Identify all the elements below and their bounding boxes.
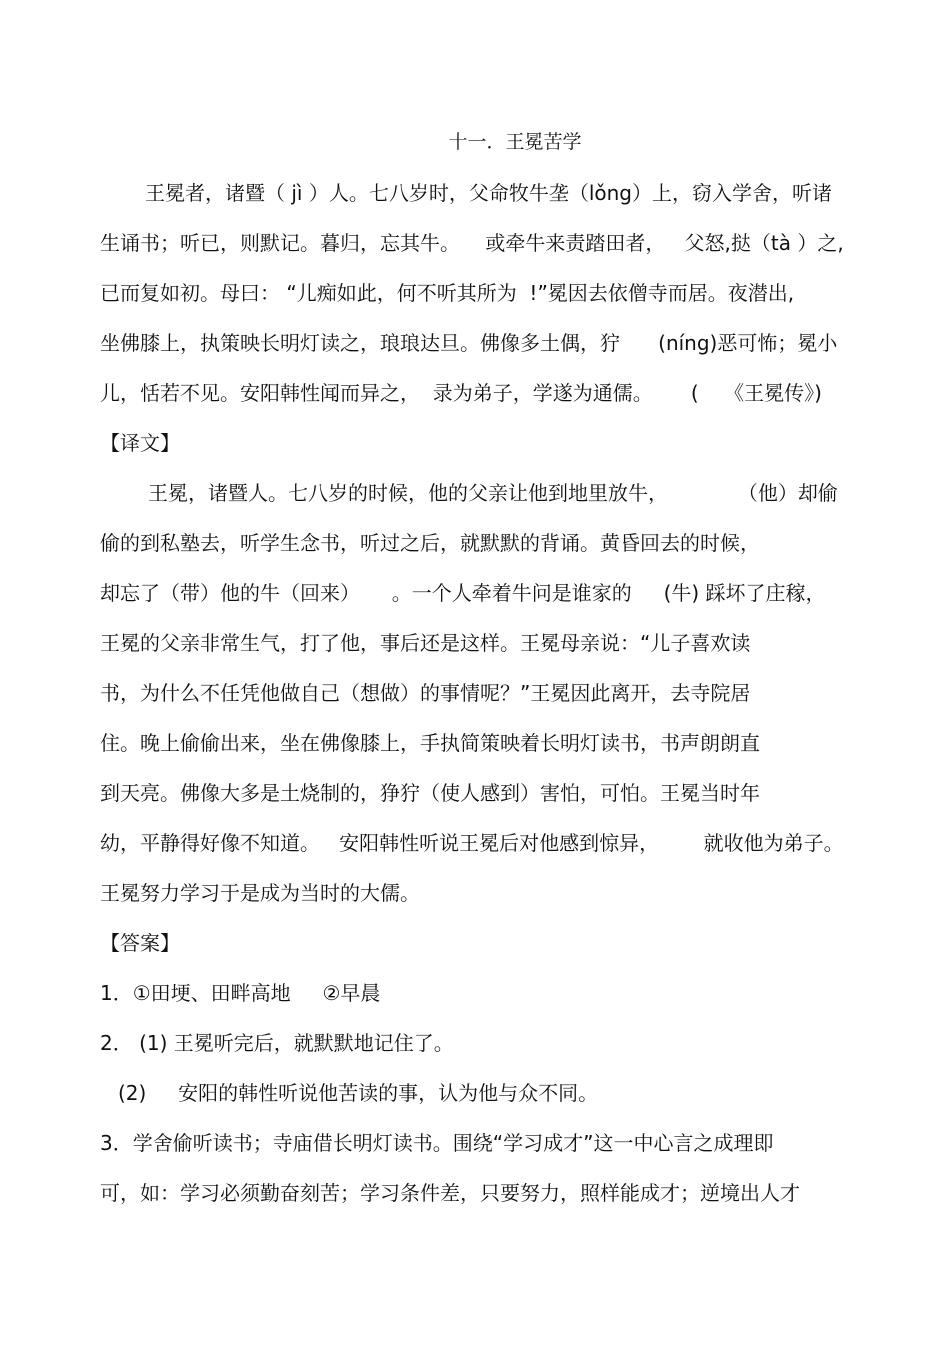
original-line-1: 王冕者，诸暨（ jì ）人。七八岁时，父命牧牛垄（lǒng）上，窃入学舍，听诸: [145, 181, 832, 205]
translation-line-8: 幼，平静得好像不知道。 安阳韩性听说王冕后对他感到惊异， 就收他为弟子。: [100, 831, 844, 855]
translation-line-3: 却忘了（带）他的牛（回来） 。一个人牵着牛问是谁家的 (牛) 踩坏了庄稼，: [100, 581, 826, 605]
translation-heading: 【译文】: [100, 431, 180, 455]
translation-line-5: 书，为什么不任凭他做自己（想做）的事情呢？”王冕因此离开，去寺院居: [100, 681, 751, 705]
answer-line-2: 2． (1) 王冕听完后，就默默地记住了。: [100, 1031, 454, 1055]
translation-line-9: 王冕努力学习于是成为当时的大儒。: [100, 881, 420, 905]
answer-heading: 【答案】: [100, 931, 180, 955]
translation-line-6: 住。晚上偷偷出来，坐在佛像膝上，手执简策映着长明灯读书，书声朗朗直: [100, 731, 760, 755]
page-title: 十一．王冕苦学: [448, 131, 582, 153]
answer-line-5: 可，如：学习必须勤奋刻苦；学习条件差，只要努力，照样能成才；逆境出人才: [100, 1181, 800, 1205]
translation-line-1: 王冕，诸暨人。七八岁的时候，他的父亲让他到地里放牛， （他）却偷: [148, 481, 838, 505]
answer-line-1: 1．①田埂、田畔高地 ②早晨: [100, 981, 381, 1005]
translation-line-7: 到天亮。佛像大多是土烧制的，狰狞（使人感到）害怕，可怕。王冕当时年: [100, 781, 760, 805]
answer-line-4: 3．学舍偷听读书；寺庙借长明灯读书。围绕“学习成才”这一中心言之成理即: [100, 1131, 774, 1155]
original-line-3: 已而复如初。母曰： “儿痴如此，何不听其所为 !”冕因去依僧寺而居。夜潜出,: [100, 281, 795, 305]
answer-line-3: (2) 安阳的韩性听说他苦读的事，认为他与众不同。: [118, 1081, 599, 1105]
original-line-4: 坐佛膝上，执策映长明灯读之，琅琅达旦。佛像多土偶，狞 (níng)恶可怖；冕小: [100, 331, 838, 355]
translation-line-4: 王冕的父亲非常生气，打了他，事后还是这样。王冕母亲说：“儿子喜欢读: [100, 631, 751, 655]
original-line-5: 儿，恬若不见。安阳韩性闻而异之， 录为弟子，学遂为通儒。 ( 《王冕传》): [100, 381, 822, 405]
original-line-2: 生诵书；听已，则默记。暮归，忘其牛。 或牵牛来责踏田者， 父怒,挞（tà ）之,: [100, 231, 844, 255]
translation-line-2: 偷的到私塾去，听学生念书，听过之后，就默默的背诵。黄昏回去的时候，: [100, 531, 760, 555]
